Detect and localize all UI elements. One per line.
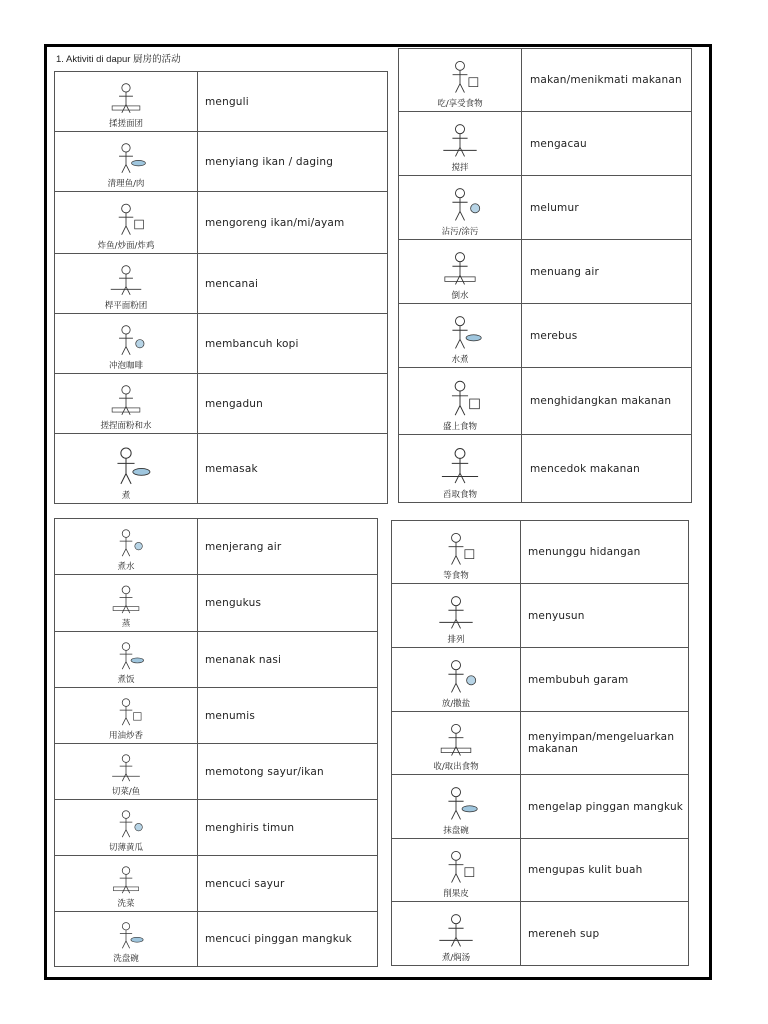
- wiping-dishes-icon: [392, 775, 521, 838]
- activity-label-malay: menunggu hidangan: [528, 546, 641, 558]
- table-row: [54, 433, 388, 504]
- activity-caption-chinese: 煮饭: [117, 675, 135, 685]
- activity-label-malay: menumis: [205, 709, 256, 722]
- activity-caption-chinese: 抹盘碗: [443, 826, 469, 836]
- activity-caption-chinese: 洗菜: [117, 899, 135, 909]
- table-row: [398, 48, 692, 112]
- activity-caption-chinese: 洗盘碗: [113, 954, 139, 964]
- activity-label-malay: mencedok makanan: [530, 462, 641, 475]
- table-row: [54, 687, 378, 744]
- smearing-icon: [399, 176, 522, 239]
- activity-label-malay: makan/menikmati makanan: [530, 74, 682, 86]
- cooking-rice-icon: [55, 632, 198, 687]
- activity-label-malay: membubuh garam: [528, 673, 629, 686]
- activity-caption-chinese: 桿平面粉团: [104, 301, 148, 311]
- activity-label-malay: menyimpan/mengeluarkan makanan: [528, 731, 675, 755]
- table-row: [54, 313, 388, 374]
- activity-label-malay: mengelap pinggan mangkuk: [528, 800, 684, 813]
- activity-label-malay: mencuci pinggan mangkuk: [205, 933, 352, 945]
- steaming-icon: [55, 575, 198, 631]
- table-row: [54, 131, 388, 192]
- waiting-food-icon: [392, 521, 521, 583]
- activity-label-malay: membancuh kopi: [205, 337, 299, 350]
- section-title: 1. Aktiviti di dapur 厨房的活动: [56, 54, 181, 65]
- activity-caption-chinese: 搓捏面粉和水: [100, 421, 152, 431]
- table-row: [391, 711, 689, 775]
- boiling-icon: [399, 304, 522, 367]
- activity-label-malay: mencuci sayur: [205, 877, 285, 890]
- peeling-fruit-icon: [392, 839, 521, 901]
- table-row: [54, 743, 378, 800]
- activity-label-malay: menuang air: [530, 265, 599, 278]
- activity-caption-chinese: 冲泡咖啡: [108, 361, 143, 371]
- activity-label-malay: menjerang air: [205, 540, 282, 553]
- activity-caption-chinese: 炸鱼/炒面/炸鸡: [97, 241, 155, 251]
- rolling-dough-icon: [55, 254, 198, 313]
- activity-caption-chinese: 水煮: [451, 355, 469, 365]
- activity-label-malay: menyusun: [528, 609, 585, 622]
- activity-label-malay: melumur: [530, 201, 579, 214]
- table-row: [54, 911, 378, 967]
- table-row: [391, 838, 689, 902]
- activity-label-malay: menguli: [205, 95, 249, 108]
- activity-label-malay: merebus: [530, 329, 578, 342]
- activity-label-malay: mengupas kulit buah: [528, 864, 643, 876]
- making-coffee-icon: [55, 314, 198, 373]
- activity-caption-chinese: 切薄黄瓜: [108, 843, 143, 853]
- table-row: [398, 175, 692, 240]
- activity-caption-chinese: 煮: [121, 491, 131, 501]
- table-row: [391, 774, 689, 839]
- activity-caption-chinese: 煮水: [117, 562, 135, 572]
- activity-label-malay: memotong sayur/ikan: [205, 765, 324, 778]
- activity-caption-chinese: 等食物: [443, 571, 469, 581]
- scooping-food-icon: [399, 435, 522, 502]
- activity-caption-chinese: 排列: [447, 635, 465, 645]
- table-top-left: [54, 71, 388, 503]
- activity-label-malay: menghidangkan makanan: [530, 395, 672, 407]
- table-row: [391, 583, 689, 648]
- arranging-icon: [392, 584, 521, 647]
- table-row: [54, 71, 388, 132]
- activity-caption-chinese: 沾污/涂污: [441, 227, 479, 237]
- storing-food-icon: [392, 712, 521, 774]
- activity-label-malay: mereneh sup: [528, 927, 600, 940]
- table-row: [54, 799, 378, 856]
- table-bottom-right: [391, 520, 689, 965]
- activity-label-malay: menghiris timun: [205, 821, 295, 834]
- pouring-water-icon: [399, 240, 522, 303]
- simmering-soup-icon: [392, 902, 521, 965]
- activity-caption-chinese: 切菜/鱼: [111, 787, 141, 797]
- table-row: [398, 239, 692, 304]
- washing-vegetables-icon: [55, 856, 198, 911]
- activity-caption-chinese: 蒸: [121, 619, 131, 629]
- serving-food-icon: [399, 368, 522, 434]
- activity-caption-chinese: 放/撒盐: [441, 699, 471, 709]
- table-row: [54, 373, 388, 434]
- kneading-dough-icon: [55, 72, 198, 131]
- activity-caption-chinese: 收/取出食物: [433, 762, 479, 772]
- activity-label-malay: mengadun: [205, 397, 264, 410]
- activity-caption-chinese: 揉搓面团: [108, 119, 143, 129]
- table-row: [398, 111, 692, 176]
- activity-caption-chinese: 舀取食物: [442, 490, 477, 500]
- activity-label-malay: mencanai: [205, 277, 259, 290]
- table-bottom-left: [54, 518, 378, 966]
- activity-label-malay: menanak nasi: [205, 653, 282, 666]
- activity-label-malay: menyiang ikan / daging: [205, 155, 334, 168]
- activity-label-malay: mengacau: [530, 137, 587, 150]
- activity-caption-chinese: 清理鱼/肉: [107, 179, 145, 189]
- table-row: [391, 520, 689, 584]
- activity-caption-chinese: 搅拌: [451, 163, 469, 173]
- activity-label-malay: memasak: [205, 462, 258, 475]
- activity-caption-chinese: 削果皮: [443, 889, 469, 899]
- adding-salt-icon: [392, 648, 521, 711]
- table-row: [398, 303, 692, 368]
- table-top-right: [398, 48, 692, 502]
- activity-caption-chinese: 煮/焖汤: [441, 953, 471, 963]
- activity-caption-chinese: 倒水: [451, 291, 469, 301]
- eating-icon: [399, 49, 522, 111]
- cutting-vegetables-icon: [55, 744, 198, 799]
- table-row: [398, 367, 692, 435]
- table-row: [54, 253, 388, 314]
- table-row: [391, 647, 689, 712]
- sauteing-icon: [55, 688, 198, 743]
- washing-dishes-icon: [55, 912, 198, 966]
- activity-caption-chinese: 用油炒香: [108, 731, 143, 741]
- cleaning-fish-icon: [55, 132, 198, 191]
- frying-icon: [55, 192, 198, 253]
- table-row: [398, 434, 692, 503]
- table-row: [54, 855, 378, 912]
- activity-caption-chinese: 盛上食物: [442, 422, 477, 432]
- activity-label-malay: mengukus: [205, 597, 262, 609]
- table-row: [54, 631, 378, 688]
- slicing-cucumber-icon: [55, 800, 198, 855]
- activity-caption-chinese: 吃/享受食物: [437, 99, 483, 109]
- activity-label-malay: mengoreng ikan/mi/ayam: [205, 216, 345, 229]
- table-row: [391, 901, 689, 966]
- table-row: [54, 574, 378, 632]
- table-row: [54, 191, 388, 254]
- boiling-water-icon: [55, 519, 198, 574]
- cooking-icon: [55, 434, 198, 503]
- table-row: [54, 518, 378, 575]
- stirring-icon: [399, 112, 522, 175]
- mixing-dough-icon: [55, 374, 198, 433]
